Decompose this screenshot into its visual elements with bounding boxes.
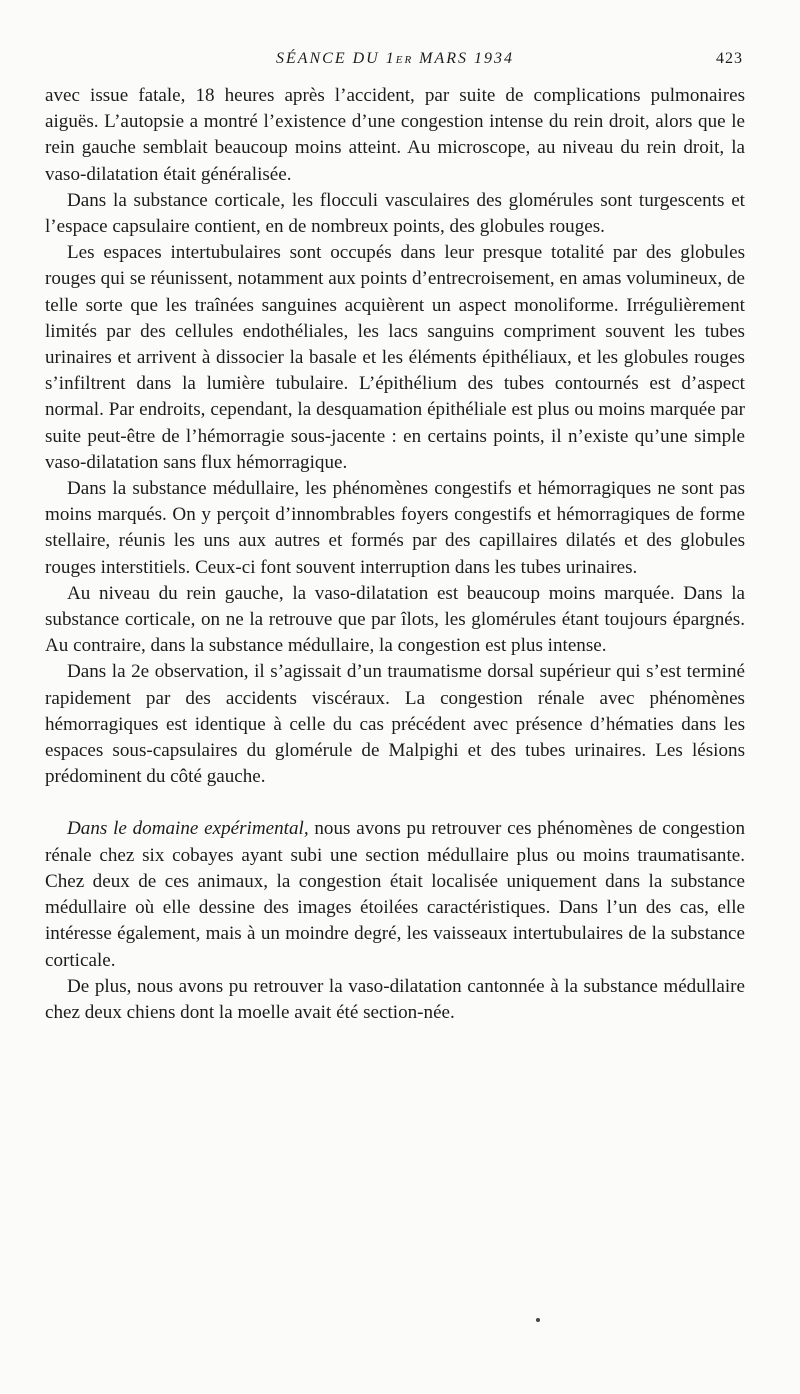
paragraph-cortical: Dans la substance corticale, les flocculi vasculaires des glomérules sont turgescents et l’espace capsulaire contient, en de nombreux points, des globules rouges. [45, 189, 745, 238]
paragraph-dogs: De plus, nous avons pu retrouver la vaso-dilatation cantonnée à la substance médullaire chez deux chiens dont la moelle avait été section-née. [45, 975, 745, 1023]
paragraph-medullary: Dans la substance médullaire, les phénomènes congestifs et hémorragiques ne sont pas moins marqués. On y perçoit d’innombrables foyers congestifs et hémorragiques de forme stellaire, réunis les uns aux autres et formés par des capillaires dilatés et des globules rouges interstitiels. Ceux-ci font souvent interruption dans les tubes urinaires. [45, 478, 745, 578]
ink-speck [536, 1318, 540, 1322]
italic-lead: Dans le domaine expérimental, [67, 818, 309, 840]
paragraph-second-observation: Dans la 2e observation, il s’agissait d’un traumatisme dorsal supérieur qui s’est terminé rapidement par des accidents viscéraux. La congestion rénale avec phénomènes hémorragiques est identique à celle du cas précédent avec présence d’hématies dans les espaces sous-capsulaires du glomérule de Malpighi et des tubes urinaires. Les lésions prédominent du côté gauche. [45, 661, 745, 788]
paragraph-intertubular: Les espaces intertubulaires sont occupés dans leur presque totalité par des globules rouges qui se réunissent, notamment aux points d’entrecroisement, en amas volumineux, de telle sorte que les traînées sanguines acquièrent un aspect monoliforme. Irrégulièrement limités par des cellules endothéliales, les lacs sanguins compriment souvent les tubes urinaires et arrivent à dissocier la basale et les éléments épithéliaux, et les globules rouges s’infiltrent dans la lumière tubulaire. L’épithélium des tubes contournés est d’aspect normal. Par endroits, cependant, la desquamation épithéliale est plus ou moins marquée par suite peut-être de l’hémorragie sous-jacente : en certains points, il n’existe qu’une simple vaso-dilatation sans flux hémorragique. [45, 242, 745, 473]
paragraph-continued: avec issue fatale, 18 heures après l’accident, par suite de complications pulmonaires aiguës. L’autopsie a montré l’existence d’une congestion intense du rein droit, alors que le rein gauche semblait beaucoup moins atteint. Au microscope, au niveau du rein droit, la vaso-dilatation était généralisée. [45, 85, 745, 185]
paragraph-experimental-text: nous avons pu retrouver ces phénomènes de congestion rénale chez six cobayes ayant subi une section médullaire plus ou moins traumatisante. Chez deux de ces animaux, la congestion était localisée uniquement dans la substance médullaire où elle dessine des images étoilées caractéristiques. Dans l’un des cas, elle intéresse également, mais à un moindre degré, les vaisseaux intertubulaires de la substance corticale. [45, 818, 745, 971]
body-text [45, 83, 745, 1026]
running-title: SÉANCE DU 1er MARS 1934 [275, 50, 515, 67]
paragraph-left-kidney: Au niveau du rein gauche, la vaso-dilatation est beaucoup moins marquée. Dans la substance corticale, on ne la retrouve que par îlots, les glomérules étant toujours épargnés. Au contraire, dans la substance médullaire, la congestion est plus intense. [45, 582, 745, 657]
running-header [45, 50, 745, 72]
page-number: 423 [716, 50, 743, 67]
paragraph-experimental [45, 816, 745, 973]
